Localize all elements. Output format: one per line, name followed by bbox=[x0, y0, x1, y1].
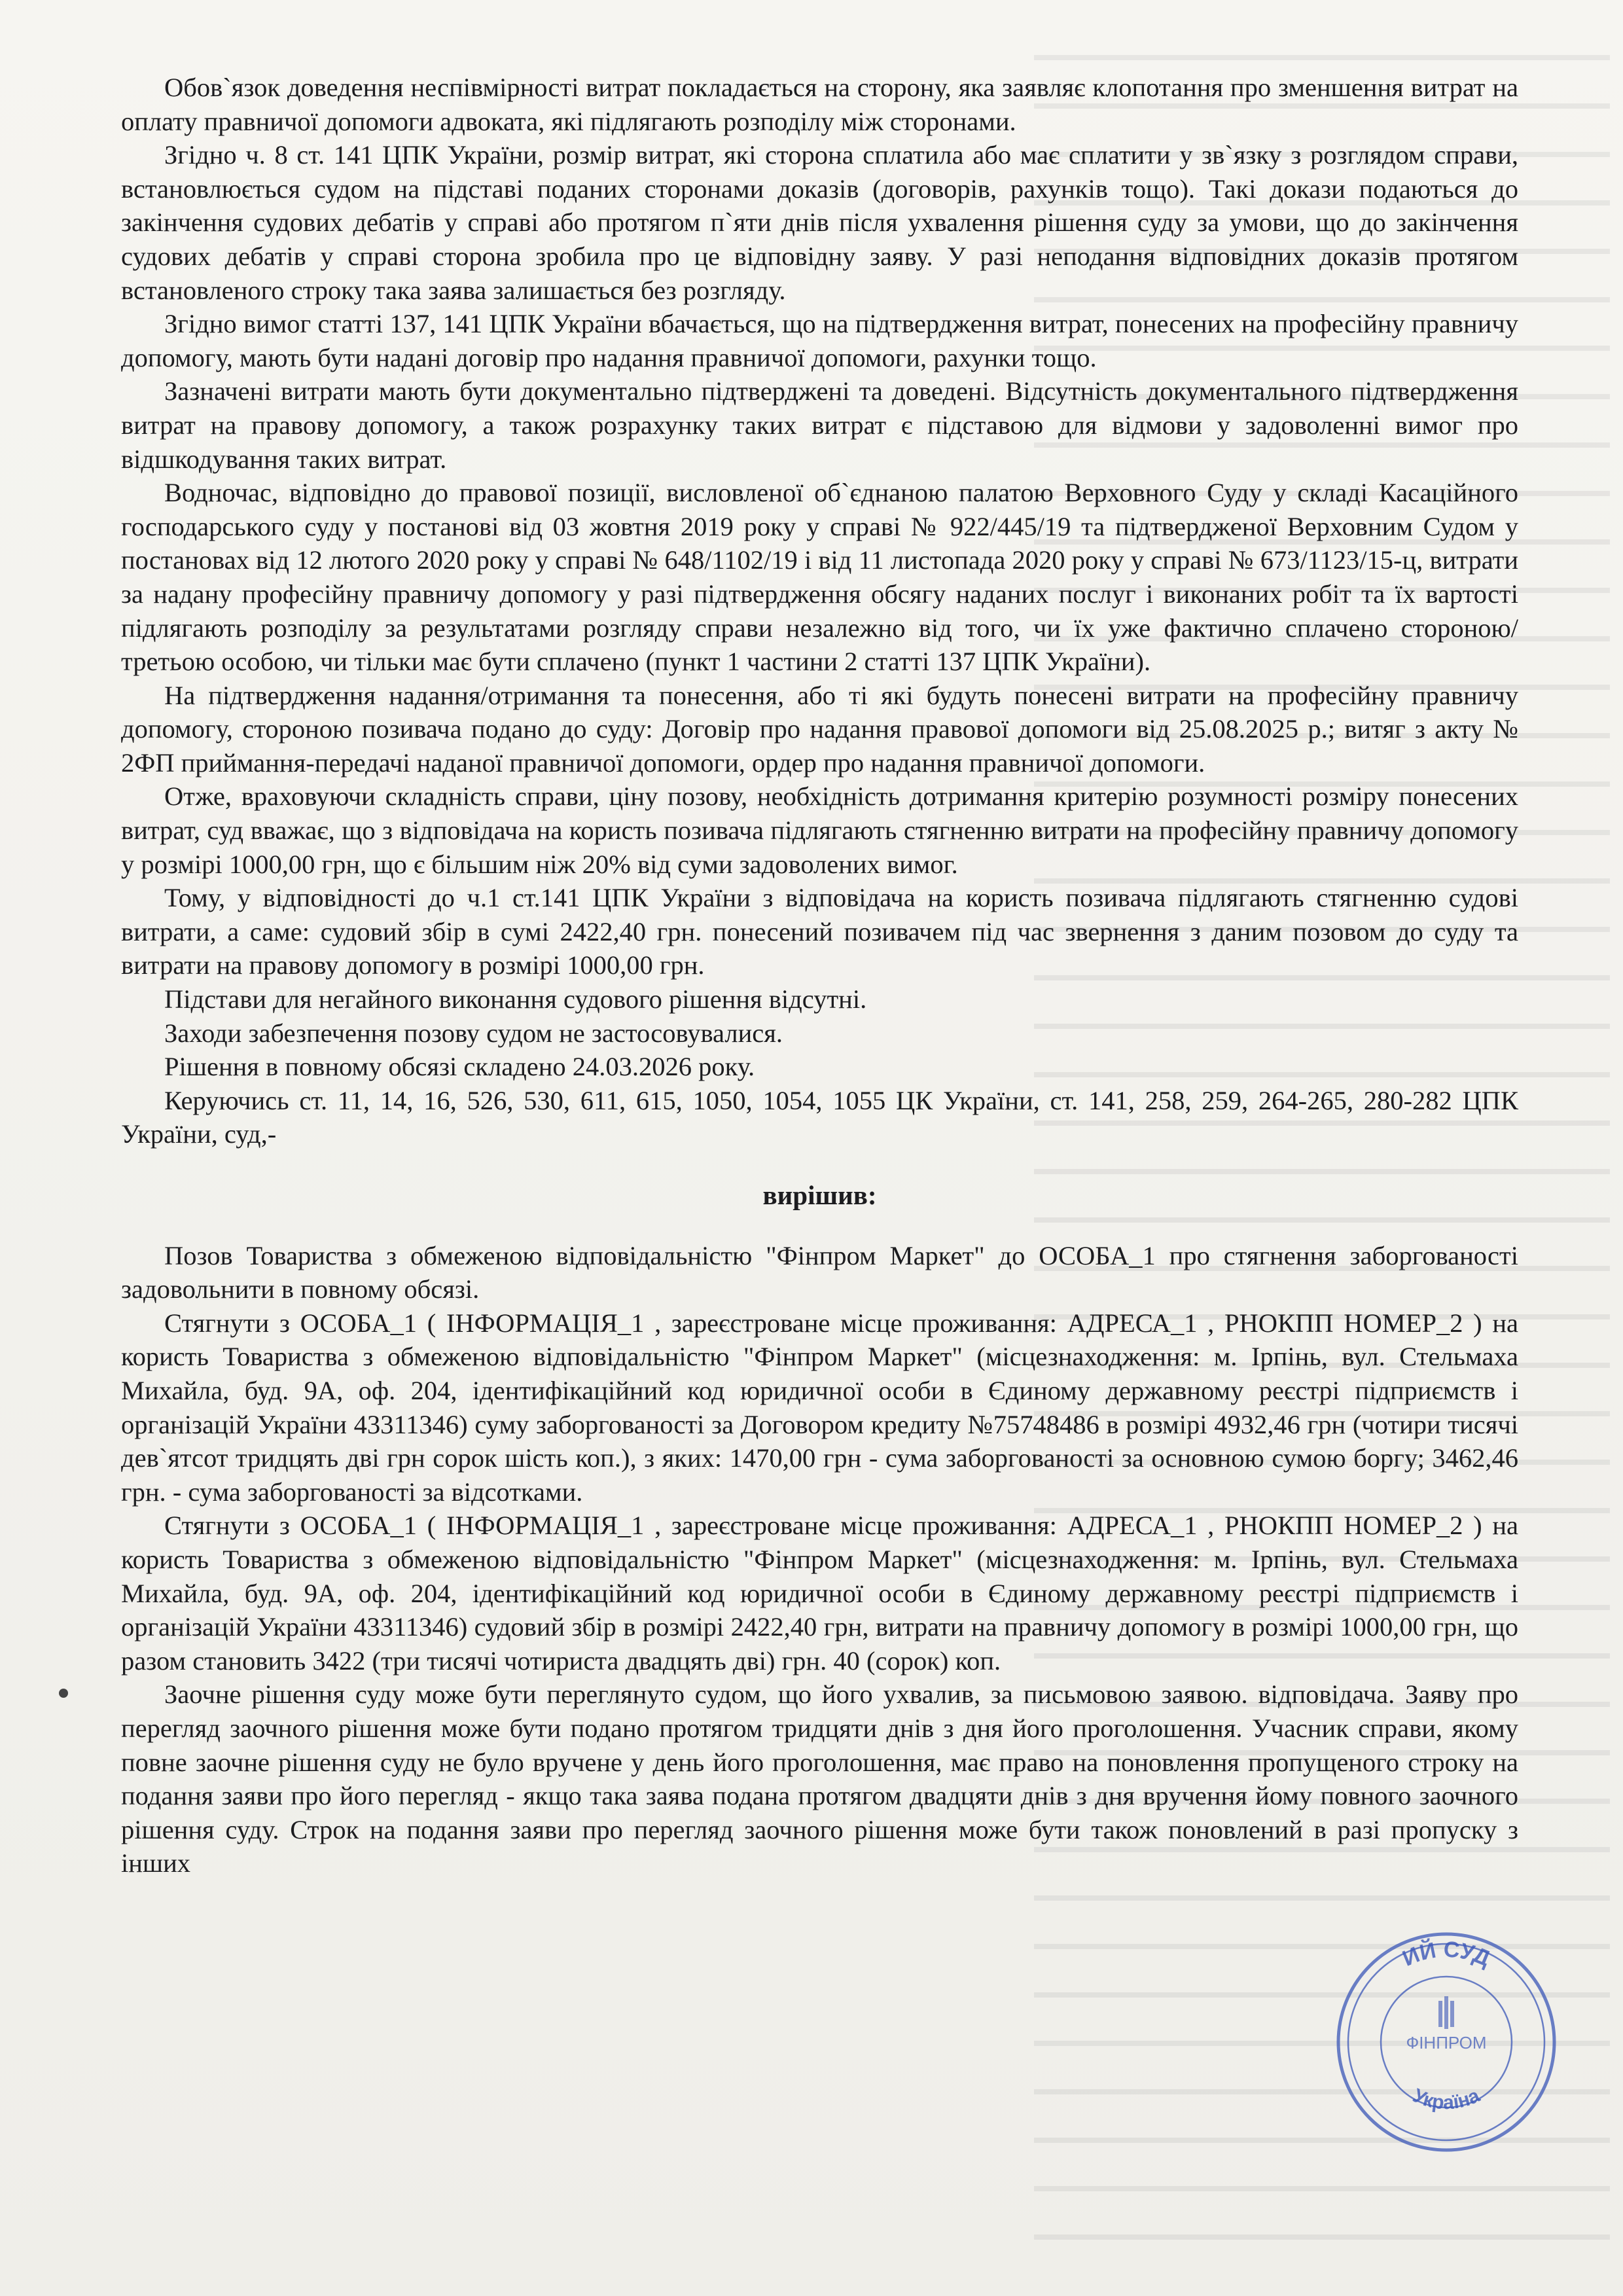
document-body bbox=[121, 71, 1518, 1880]
stamp-center-text: ФІНПРОМ bbox=[1406, 2033, 1487, 2053]
paragraph: Зазначені витрати мають бути документально підтверджені та доведені. Відсутність документального підтвердження витрат на правову допомогу, а також розрахунку таких витрат є підставою для відмови у задоволенні вимог про відшкодування таких витрат. bbox=[121, 376, 1518, 474]
trident-emblem-icon bbox=[1438, 1996, 1454, 2029]
resolution-paragraph: Стягнути з ОСОБА_1 ( ІНФОРМАЦІЯ_1 , зареєстроване місце проживання: АДРЕСА_1 , РНОКПП НОМЕР_2 ) на користь Товариства з обмеженою відповідальністю "Фінпром Маркет" (місцезнаходження: м. Ірпінь, вул. Стельмаха Михайла, буд. 9А, оф. 204, ідентифікаційний код юридичної особи в Єдиному державному реєстрі підприємств і організацій України 43311346) суму заборгованості за Договором кредиту №75748486 в розмірі 4932,46 грн (чотири тисячі дев`ятсот тридцять дві грн сорок шість коп.), з яких: 1470,00 грн - сума заборгованості за основною сумою боргу; 3462,46 грн. - сума заборгованості за відсотками. bbox=[121, 1308, 1518, 1507]
resolution-paragraph: Стягнути з ОСОБА_1 ( ІНФОРМАЦІЯ_1 , зареєстроване місце проживання: АДРЕСА_1 , РНОКПП НОМЕР_2 ) на користь Товариства з обмеженою відповідальністю "Фінпром Маркет" (місцезнаходження: м. Ірпінь, вул. Стельмаха Михайла, буд. 9А, оф. 204, ідентифікаційний код юридичної особи в Єдиному державному реєстрі підприємств і організацій України 43311346) судовий збір в розмірі 2422,40 грн, витрати на правничу допомогу в розмірі 1000,00 грн, що разом становить 3422 (три тисячі чотириста двадцять дві) грн. 40 (сорок) коп. bbox=[121, 1511, 1518, 1676]
scan-dot bbox=[59, 1689, 68, 1698]
paragraph: На підтвердження надання/отримання та понесення, або ті які будуть понесені витрати на професійну правничу допомогу, стороною позивача подано до суду: Договір про надання правової допомоги від 25.08.2025 р.; витяг з акту № 2ФП приймання-передачі наданої правничої допомоги, ордер про надання правничої допомоги. bbox=[121, 680, 1518, 778]
paragraph: Згідно вимог статті 137, 141 ЦПК України вбачається, що на підтвердження витрат, понесених на професійну правничу допомогу, мають бути надані договір про надання правничої допомоги, рахунки тощо. bbox=[121, 309, 1518, 372]
paragraph: Рішення в повному обсязі складено 24.03.2026 року. bbox=[164, 1052, 755, 1082]
court-seal-stamp bbox=[1332, 1928, 1561, 2157]
paragraph: Згідно ч. 8 ст. 141 ЦПК України, розмір витрат, які сторона сплатила або має сплатити у зв`язку з розглядом справи, встановлюється судом на підставі поданих сторонами доказів (договорів, рахунків тощо). Такі докази подаються до закінчення судових дебатів у справі або протягом п`яти днів після ухвалення рішення суду за умови, що до закінчення судових дебатів у справі сторона зробила про це відповідну заяву. У разі неподання відповідних доказів протягом встановленого строку така заява залишається без розгляду. bbox=[121, 140, 1518, 305]
paragraph: Водночас, відповідно до правової позиції, висловленої об`єднаною палатою Верховного Суду у складі Касаційного господарського суду у постанові від 03 жовтня 2019 року у справі № 922/445/19 та підтвердженої Верховним Судом у постановах від 12 лютого 2020 року у справі № 648/1102/19 і від 11 листопада 2020 року у справі № 673/1123/15-ц, витрати за надану професійну правничу допомогу у разі підтвердження обсягу наданих послуг і виконаних робіт та їх вартості підлягають розподілу за результатами розгляду справи незалежно від того, чи їх уже фактично сплачено стороною/третьою особою, чи тільки має бути сплачено (пункт 1 частини 2 статті 137 ЦПК України). bbox=[121, 478, 1518, 677]
paragraph: Тому, у відповідності до ч.1 ст.141 ЦПК України з відповідача на користь позивача підлягають стягненню судові витрати, а саме: судовий збір в сумі 2422,40 грн. понесений позивачем під час звернення з даним позовом до суду та витрати на правову допомогу в розмірі 1000,00 грн. bbox=[121, 883, 1518, 980]
paragraph: Заходи забезпечення позову судом не застосовувалися. bbox=[164, 1018, 783, 1048]
paragraph: Підстави для негайного виконання судового рішення відсутні. bbox=[164, 984, 867, 1014]
stamp-bottom-text: Україна bbox=[1409, 2085, 1484, 2114]
resolution-heading: вирішив: bbox=[762, 1180, 877, 1210]
resolution-paragraph: Позов Товариства з обмеженою відповідальністю "Фінпром Маркет" до ОСОБА_1 про стягнення заборгованості задовольнити в повному обсязі. bbox=[121, 1240, 1518, 1304]
paragraph: Отже, враховуючи складність справи, ціну позову, необхідність дотримання критерію розумності розміру понесених витрат, суд вважає, що з відповідача на користь позивача підлягають стягненню витрати на професійну правничу допомогу у розмірі 1000,00 грн, що є більшим ніж 20% від суми задоволених вимог. bbox=[121, 781, 1518, 879]
paragraph: Обов`язок доведення неспівмірності витрат покладається на сторону, яка заявляє клопотання про зменшення витрат на оплату правничої допомоги адвоката, які підлягають розподілу між сторонами. bbox=[121, 73, 1518, 136]
resolution-paragraph: Заочне рішення суду може бути переглянуто судом, що його ухвалив, за письмовою заявою. відповідача. Заяву про перегляд заочного рішення може бути подано протягом тридцяти днів з дня його проголошення. Учасник справи, якому повне заочне рішення суду не було вручене у день його проголошення, має право на поновлення пропущеного строку на подання заяви про його перегляд - якщо така заява подана протягом двадцяти днів з дня вручення йому повного заочного рішення суду. Строк на подання заяви про перегляд заочного рішення може бути також поновлений в разі пропуску з інших bbox=[121, 1679, 1518, 1878]
stamp-top-text: ИЙ СУД bbox=[1399, 1937, 1494, 1971]
paragraph: Керуючись ст. 11, 14, 16, 526, 530, 611, 615, 1050, 1054, 1055 ЦК України, ст. 141, 258, 259, 264-265, 280-282 ЦПК України, суд,- bbox=[121, 1085, 1518, 1149]
